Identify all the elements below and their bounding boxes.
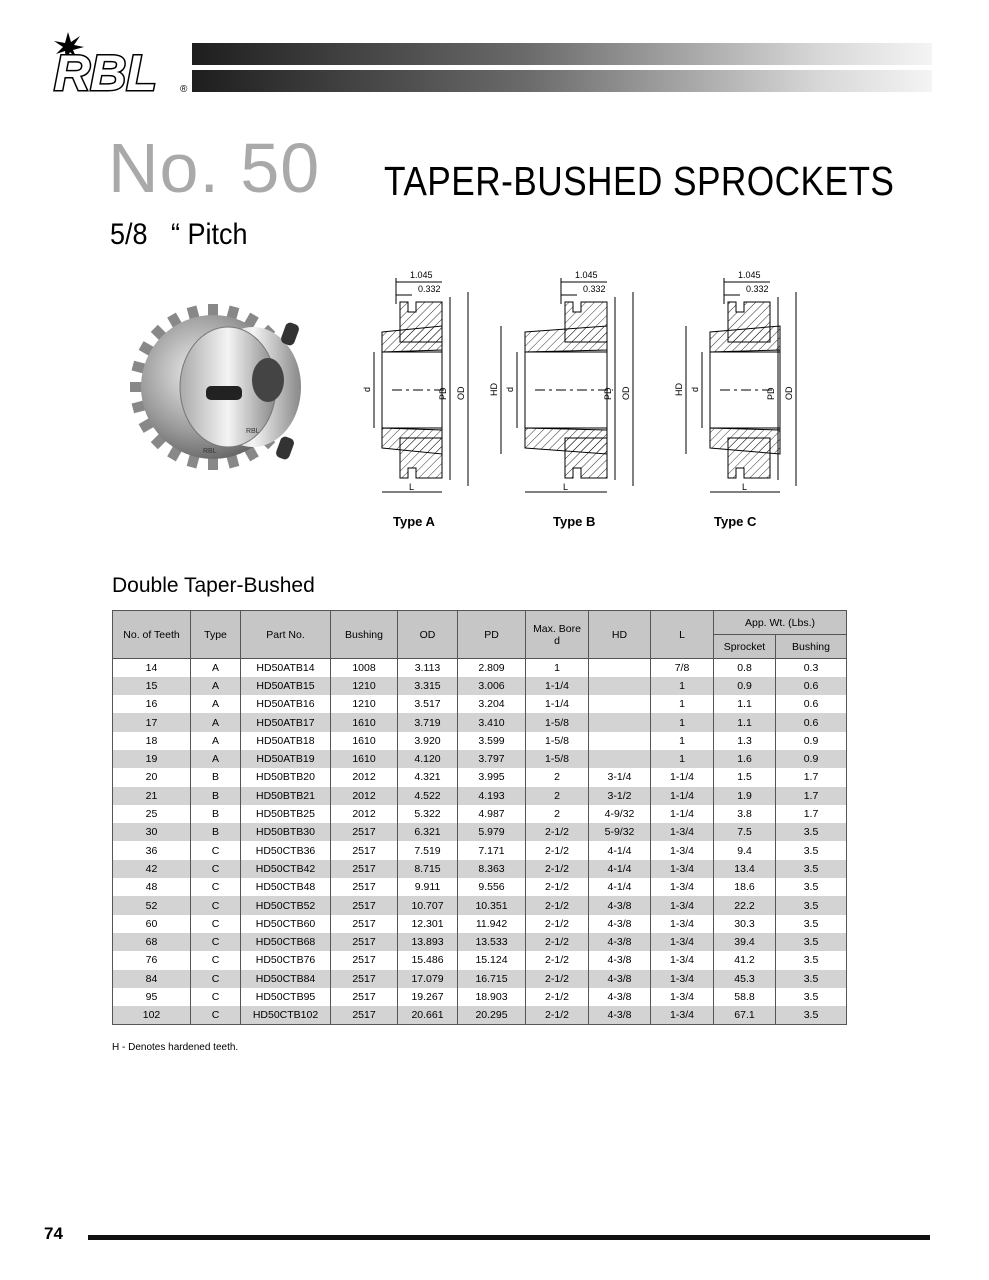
sprocket-table: [112, 610, 847, 1025]
width-dimension-label: 1.045: [410, 270, 433, 280]
cell-max-bore: 2: [526, 805, 589, 823]
cell-od: 7.519: [398, 841, 458, 859]
cell-max-bore: 2-1/2: [526, 841, 589, 859]
cell-hd: [589, 713, 651, 731]
cross-section-diagrams: [0, 260, 989, 510]
cell-pd: 11.942: [458, 915, 526, 933]
cell-sprocket-weight: 22.2: [714, 896, 776, 914]
cell-od: 17.079: [398, 970, 458, 988]
cell-bushing-weight: 3.5: [776, 1006, 847, 1024]
cell-max-bore: 1-1/4: [526, 695, 589, 713]
rbl-logo: [46, 28, 196, 98]
width-dimension-label: 1.045: [575, 270, 598, 280]
cell-hd: [589, 677, 651, 695]
cell-od: 6.321: [398, 823, 458, 841]
cell-type: B: [191, 823, 241, 841]
cell-teeth: 17: [113, 713, 191, 731]
cell-part-no: HD50ATB17: [241, 713, 331, 731]
cell-od: 3.113: [398, 659, 458, 677]
cell-bushing: 1210: [331, 677, 398, 695]
cell-hd: 4-1/4: [589, 860, 651, 878]
table-row: [113, 805, 847, 823]
cell-sprocket-weight: 1.6: [714, 750, 776, 768]
cell-sprocket-weight: 1.3: [714, 732, 776, 750]
cell-l: 1-3/4: [651, 878, 714, 896]
cell-type: A: [191, 695, 241, 713]
cell-max-bore: 2-1/2: [526, 823, 589, 841]
cell-bushing: 2517: [331, 933, 398, 951]
cell-type: C: [191, 878, 241, 896]
cell-l: 1: [651, 677, 714, 695]
cell-part-no: HD50BTB30: [241, 823, 331, 841]
cell-bushing-weight: 3.5: [776, 896, 847, 914]
cell-bushing: 2517: [331, 860, 398, 878]
footer-rule: [88, 1235, 930, 1240]
header-od: OD: [398, 611, 458, 659]
cell-l: 1-3/4: [651, 933, 714, 951]
cell-hd: [589, 659, 651, 677]
cell-bushing-weight: 1.7: [776, 805, 847, 823]
cell-bushing-weight: 1.7: [776, 768, 847, 786]
cell-l: 1-3/4: [651, 915, 714, 933]
cell-type: B: [191, 805, 241, 823]
cell-od: 9.911: [398, 878, 458, 896]
cell-pd: 10.351: [458, 896, 526, 914]
cell-bushing-weight: 0.3: [776, 659, 847, 677]
cell-od: 10.707: [398, 896, 458, 914]
cell-type: C: [191, 915, 241, 933]
cell-l: 1-1/4: [651, 805, 714, 823]
cell-part-no: HD50CTB60: [241, 915, 331, 933]
cell-hd: 4-3/8: [589, 896, 651, 914]
cell-pd: 9.556: [458, 878, 526, 896]
table-row: [113, 896, 847, 914]
cell-part-no: HD50CTB36: [241, 841, 331, 859]
od-dimension-label: OD: [784, 386, 794, 400]
pitch-label: [110, 218, 247, 252]
cell-bushing: 2517: [331, 988, 398, 1006]
cell-teeth: 36: [113, 841, 191, 859]
cell-hd: 4-3/8: [589, 1006, 651, 1024]
section-title: Double Taper-Bushed: [112, 574, 315, 597]
table-row: [113, 823, 847, 841]
cell-teeth: 19: [113, 750, 191, 768]
bore-dimension-label: d: [505, 386, 515, 392]
svg-text:RBL: RBL: [54, 45, 157, 98]
cell-part-no: HD50BTB20: [241, 768, 331, 786]
cell-teeth: 68: [113, 933, 191, 951]
header-bar-bottom: [192, 70, 932, 92]
table-row: [113, 787, 847, 805]
cell-hd: 4-3/8: [589, 988, 651, 1006]
cell-hd: 4-1/4: [589, 878, 651, 896]
cell-od: 8.715: [398, 860, 458, 878]
cell-part-no: HD50CTB52: [241, 896, 331, 914]
header-teeth: No. of Teeth: [113, 611, 191, 659]
cell-pd: 7.171: [458, 841, 526, 859]
cell-max-bore: 1-5/8: [526, 713, 589, 731]
cell-sprocket-weight: 1.5: [714, 768, 776, 786]
cell-hd: 4-3/8: [589, 970, 651, 988]
cell-hd: 4-9/32: [589, 805, 651, 823]
cell-bushing: 2012: [331, 787, 398, 805]
table-row: [113, 1006, 847, 1024]
pd-dimension-label: PD: [766, 387, 776, 400]
header-pd: PD: [458, 611, 526, 659]
cell-l: 7/8: [651, 659, 714, 677]
cell-l: 1-1/4: [651, 787, 714, 805]
cell-pd: 3.599: [458, 732, 526, 750]
cell-l: 1-3/4: [651, 823, 714, 841]
cell-hd: [589, 695, 651, 713]
cell-bushing-weight: 3.5: [776, 878, 847, 896]
cell-bushing: 1610: [331, 713, 398, 731]
cell-bushing-weight: 0.9: [776, 750, 847, 768]
photo-brand-label: RBL: [203, 448, 217, 455]
cell-od: 3.719: [398, 713, 458, 731]
cell-sprocket-weight: 13.4: [714, 860, 776, 878]
tooth-width-dimension-label: 0.332: [418, 284, 441, 294]
cell-bushing-weight: 3.5: [776, 988, 847, 1006]
cell-sprocket-weight: 1.1: [714, 695, 776, 713]
cell-part-no: HD50CTB76: [241, 951, 331, 969]
cell-l: 1-3/4: [651, 951, 714, 969]
cell-hd: 4-3/8: [589, 933, 651, 951]
cell-pd: 18.903: [458, 988, 526, 1006]
cell-sprocket-weight: 7.5: [714, 823, 776, 841]
cell-pd: 5.979: [458, 823, 526, 841]
cell-l: 1: [651, 713, 714, 731]
width-dimension-label: 1.045: [738, 270, 761, 280]
cell-sprocket-weight: 39.4: [714, 933, 776, 951]
cell-max-bore: 2-1/2: [526, 896, 589, 914]
photo-brand-label: RBL: [246, 428, 260, 435]
header-sprocket-weight: Sprocket: [714, 635, 776, 659]
cell-type: A: [191, 659, 241, 677]
cell-hd: 3-1/4: [589, 768, 651, 786]
cell-max-bore: 2-1/2: [526, 988, 589, 1006]
cell-pd: 3.410: [458, 713, 526, 731]
cell-type: C: [191, 841, 241, 859]
table-row: [113, 677, 847, 695]
cell-hd: 4-3/8: [589, 951, 651, 969]
cell-pd: 15.124: [458, 951, 526, 969]
header-l: L: [651, 611, 714, 659]
footnote: H - Denotes hardened teeth.: [112, 1042, 239, 1053]
cell-od: 15.486: [398, 951, 458, 969]
cell-l: 1: [651, 732, 714, 750]
cell-l: 1-3/4: [651, 841, 714, 859]
header-weight: App. Wt. (Lbs.): [714, 611, 847, 635]
cell-teeth: 102: [113, 1006, 191, 1024]
hd-dimension-label: HD: [674, 383, 684, 396]
cell-hd: [589, 750, 651, 768]
cell-bushing: 2517: [331, 1006, 398, 1024]
cell-pd: 4.193: [458, 787, 526, 805]
cell-teeth: 20: [113, 768, 191, 786]
cell-type: C: [191, 951, 241, 969]
cell-od: 20.661: [398, 1006, 458, 1024]
table-row: [113, 768, 847, 786]
header-max-bore-line2: d: [554, 634, 560, 647]
cell-sprocket-weight: 45.3: [714, 970, 776, 988]
table-row: [113, 713, 847, 731]
cell-bushing-weight: 3.5: [776, 915, 847, 933]
bore-dimension-label: d: [690, 386, 700, 392]
cell-type: B: [191, 768, 241, 786]
cell-l: 1: [651, 750, 714, 768]
cell-type: C: [191, 1006, 241, 1024]
od-dimension-label: OD: [456, 386, 466, 400]
cell-type: C: [191, 970, 241, 988]
cell-bushing: 1008: [331, 659, 398, 677]
cell-sprocket-weight: 0.8: [714, 659, 776, 677]
cell-bushing-weight: 3.5: [776, 860, 847, 878]
page-title: TAPER-BUSHED SPROCKETS: [384, 158, 895, 204]
cell-part-no: HD50CTB84: [241, 970, 331, 988]
cell-sprocket-weight: 1.1: [714, 713, 776, 731]
cell-bushing-weight: 1.7: [776, 787, 847, 805]
cell-max-bore: 2-1/2: [526, 951, 589, 969]
pd-dimension-label: PD: [438, 387, 448, 400]
table-row: [113, 933, 847, 951]
table-row: [113, 915, 847, 933]
cell-l: 1-3/4: [651, 970, 714, 988]
cell-l: 1-3/4: [651, 1006, 714, 1024]
pitch-unit: “ Pitch: [170, 218, 248, 251]
cell-pd: 3.204: [458, 695, 526, 713]
cell-teeth: 48: [113, 878, 191, 896]
cell-teeth: 14: [113, 659, 191, 677]
cell-part-no: HD50BTB21: [241, 787, 331, 805]
cell-hd: 4-3/8: [589, 915, 651, 933]
cell-part-no: HD50ATB14: [241, 659, 331, 677]
cell-bushing-weight: 3.5: [776, 970, 847, 988]
diagram-type-c: [674, 270, 796, 492]
table-row: [113, 878, 847, 896]
cell-teeth: 21: [113, 787, 191, 805]
cell-bushing-weight: 3.5: [776, 823, 847, 841]
cell-max-bore: 1: [526, 659, 589, 677]
cell-l: 1-3/4: [651, 896, 714, 914]
length-dimension-label: L: [563, 482, 569, 492]
cell-bushing: 1610: [331, 750, 398, 768]
table-row: [113, 750, 847, 768]
cell-part-no: HD50CTB95: [241, 988, 331, 1006]
cell-pd: 16.715: [458, 970, 526, 988]
cell-max-bore: 2-1/2: [526, 860, 589, 878]
cell-type: B: [191, 787, 241, 805]
cell-pd: 3.797: [458, 750, 526, 768]
cell-part-no: HD50CTB42: [241, 860, 331, 878]
cell-bushing: 2517: [331, 896, 398, 914]
bore-dimension-label: d: [362, 386, 372, 392]
cell-sprocket-weight: 9.4: [714, 841, 776, 859]
cell-od: 13.893: [398, 933, 458, 951]
cell-pd: 4.987: [458, 805, 526, 823]
cell-l: 1-3/4: [651, 988, 714, 1006]
cell-hd: 4-1/4: [589, 841, 651, 859]
cell-od: 5.322: [398, 805, 458, 823]
cell-bushing: 2517: [331, 823, 398, 841]
cell-bushing: 2517: [331, 841, 398, 859]
cell-teeth: 30: [113, 823, 191, 841]
header-max-bore-line1: Max. Bore: [533, 622, 581, 635]
table-row: [113, 860, 847, 878]
length-dimension-label: L: [742, 482, 748, 492]
tooth-width-dimension-label: 0.332: [746, 284, 769, 294]
header-bushing-weight: Bushing: [776, 635, 847, 659]
cell-bushing-weight: 0.9: [776, 732, 847, 750]
cell-pd: 8.363: [458, 860, 526, 878]
cell-max-bore: 2-1/2: [526, 915, 589, 933]
cell-teeth: 42: [113, 860, 191, 878]
tooth-width-dimension-label: 0.332: [583, 284, 606, 294]
cell-teeth: 84: [113, 970, 191, 988]
cell-max-bore: 2: [526, 768, 589, 786]
header-type: Type: [191, 611, 241, 659]
cell-max-bore: 2-1/2: [526, 933, 589, 951]
cell-od: 19.267: [398, 988, 458, 1006]
cell-max-bore: 1-5/8: [526, 750, 589, 768]
cell-type: C: [191, 860, 241, 878]
cell-bushing-weight: 0.6: [776, 713, 847, 731]
cell-bushing: 1610: [331, 732, 398, 750]
cell-sprocket-weight: 1.9: [714, 787, 776, 805]
cell-pd: 13.533: [458, 933, 526, 951]
cell-max-bore: 1-1/4: [526, 677, 589, 695]
cell-part-no: HD50CTB48: [241, 878, 331, 896]
cell-type: C: [191, 988, 241, 1006]
cell-pd: 2.809: [458, 659, 526, 677]
cell-max-bore: 1-5/8: [526, 732, 589, 750]
pitch-value: 5/8: [110, 218, 148, 251]
header-max-bore: [526, 611, 589, 659]
diagram-type-b: [489, 270, 633, 492]
cell-teeth: 15: [113, 677, 191, 695]
cell-od: 12.301: [398, 915, 458, 933]
cell-pd: 3.995: [458, 768, 526, 786]
cell-max-bore: 2-1/2: [526, 1006, 589, 1024]
page-number: 74: [44, 1224, 63, 1243]
cell-sprocket-weight: 30.3: [714, 915, 776, 933]
cell-part-no: HD50ATB19: [241, 750, 331, 768]
cell-type: A: [191, 713, 241, 731]
cell-sprocket-weight: 18.6: [714, 878, 776, 896]
cell-od: 3.517: [398, 695, 458, 713]
table-row: [113, 732, 847, 750]
cell-od: 3.315: [398, 677, 458, 695]
table-row: [113, 970, 847, 988]
cell-bushing-weight: 3.5: [776, 841, 847, 859]
table-row: [113, 951, 847, 969]
cell-teeth: 25: [113, 805, 191, 823]
hd-dimension-label: HD: [489, 383, 499, 396]
cell-bushing-weight: 3.5: [776, 951, 847, 969]
type-b-label: Type B: [553, 514, 596, 529]
cell-max-bore: 2-1/2: [526, 970, 589, 988]
header-bar-top: [192, 43, 932, 65]
cell-l: 1-1/4: [651, 768, 714, 786]
cell-bushing-weight: 0.6: [776, 677, 847, 695]
cell-pd: 3.006: [458, 677, 526, 695]
cell-bushing: 2517: [331, 915, 398, 933]
cell-bushing-weight: 3.5: [776, 933, 847, 951]
type-a-label: Type A: [393, 514, 435, 529]
svg-text:®: ®: [180, 84, 188, 95]
cell-type: A: [191, 732, 241, 750]
cell-teeth: 16: [113, 695, 191, 713]
cell-teeth: 76: [113, 951, 191, 969]
cell-od: 4.522: [398, 787, 458, 805]
header-bushing: Bushing: [331, 611, 398, 659]
cell-bushing: 2517: [331, 970, 398, 988]
cell-part-no: HD50ATB16: [241, 695, 331, 713]
table-row: [113, 659, 847, 677]
cell-od: 3.920: [398, 732, 458, 750]
cell-bushing: 2012: [331, 768, 398, 786]
cell-teeth: 18: [113, 732, 191, 750]
cell-l: 1-3/4: [651, 860, 714, 878]
cell-sprocket-weight: 3.8: [714, 805, 776, 823]
cell-sprocket-weight: 41.2: [714, 951, 776, 969]
cell-type: C: [191, 896, 241, 914]
cell-part-no: HD50CTB68: [241, 933, 331, 951]
cell-hd: 5-9/32: [589, 823, 651, 841]
cell-bushing: 2517: [331, 878, 398, 896]
diagram-type-a: [362, 270, 468, 492]
cell-type: C: [191, 933, 241, 951]
cell-od: 4.321: [398, 768, 458, 786]
cell-teeth: 95: [113, 988, 191, 1006]
header-part: Part No.: [241, 611, 331, 659]
series-number: No. 50: [108, 129, 321, 207]
table-row: [113, 695, 847, 713]
cell-sprocket-weight: 67.1: [714, 1006, 776, 1024]
od-dimension-label: OD: [621, 386, 631, 400]
cell-bushing-weight: 0.6: [776, 695, 847, 713]
type-c-label: Type C: [714, 514, 757, 529]
cell-teeth: 52: [113, 896, 191, 914]
cell-hd: [589, 732, 651, 750]
cell-part-no: HD50ATB15: [241, 677, 331, 695]
cell-hd: 3-1/2: [589, 787, 651, 805]
cell-bushing: 1210: [331, 695, 398, 713]
cell-sprocket-weight: 58.8: [714, 988, 776, 1006]
pd-dimension-label: PD: [603, 387, 613, 400]
cell-bushing: 2517: [331, 951, 398, 969]
cell-part-no: HD50CTB102: [241, 1006, 331, 1024]
table-row: [113, 988, 847, 1006]
cell-max-bore: 2-1/2: [526, 878, 589, 896]
table-row: [113, 841, 847, 859]
cell-max-bore: 2: [526, 787, 589, 805]
cell-l: 1: [651, 695, 714, 713]
length-dimension-label: L: [409, 482, 415, 492]
header-hd: HD: [589, 611, 651, 659]
cell-teeth: 60: [113, 915, 191, 933]
cell-part-no: HD50ATB18: [241, 732, 331, 750]
cell-type: A: [191, 677, 241, 695]
cell-pd: 20.295: [458, 1006, 526, 1024]
cell-part-no: HD50BTB25: [241, 805, 331, 823]
cell-bushing: 2012: [331, 805, 398, 823]
cell-type: A: [191, 750, 241, 768]
cell-sprocket-weight: 0.9: [714, 677, 776, 695]
cell-od: 4.120: [398, 750, 458, 768]
